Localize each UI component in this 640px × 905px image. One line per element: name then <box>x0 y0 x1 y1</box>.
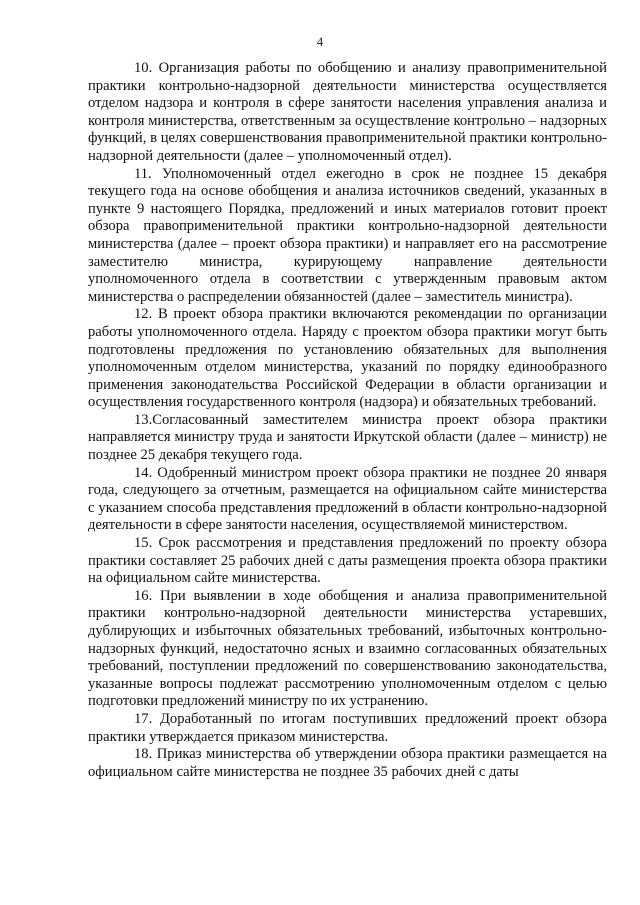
page-number: 4 <box>316 34 324 49</box>
paragraph-10: 10. Организация работы по обобщению и анализу правоприменительной практики контрольно-надзорной деятельности министерства осуществляется отделом надзора и контроля в сфере занятости населения управления анализа и контроля министерства, ответственным за осуществление контрольно – надзорных функций, в целях совершенствования правоприменительной практики контрольно-надзорной деятельности (далее – уполномоченный отдел). <box>88 60 607 164</box>
paragraph-12: 12. В проект обзора практики включаются рекомендации по организации работы уполномоченного отдела. Наряду с проектом обзора практики могут быть подготовлены предложения по установлению обязательных для выполнения уполномоченным отделом министерства, указаний по порядку единообразного применения законодательства Российской Федерации в области организации и осуществления государственного контроля (надзора) и обязательных требований. <box>88 306 607 411</box>
paragraph-18: 18. Приказ министерства об утверждении обзора практики размещается на официальном сайте министерства не позднее 35 рабочих дней с даты <box>88 746 607 780</box>
paragraph-13: 13.Согласованный заместителем министра проект обзора практики направляется министру труда и занятости Иркутской области (далее – министр) не позднее 25 декабря текущего года. <box>88 411 607 464</box>
paragraph-15: 15. Срок рассмотрения и представления предложений по проекту обзора практики составляет 25 рабочих дней с даты размещения проекта обзора практики на официальном сайте министерства. <box>88 535 607 587</box>
document-body <box>88 60 607 781</box>
paragraph-14: 14. Одобренный министром проект обзора практики не позднее 20 января года, следующего за отчетным, размещается на официальном сайте министерства с указанием способа представления предложений в области контрольно-надзорной деятельности в сфере занятости населения, осуществляемой министерством. <box>88 464 607 534</box>
paragraph-16: 16. При выявлении в ходе обобщения и анализа правоприменительной практики контрольно-надзорной деятельности министерства устаревших, дублирующих и избыточных обязательных требований, избыточных контрольно-надзорных функций, недостаточно ясных и взаимно согласованных обязательных требований, поступлении предложений по совершенствованию законодательства, указанные вопросы подлежат рассмотрению уполномоченным отделом с целью подготовки предложений министру по их устранению. <box>88 587 607 710</box>
paragraph-11: 11. Уполномоченный отдел ежегодно в срок не позднее 15 декабря текущего года на основе обобщения и анализа источников сведений, указанных в пункте 9 настоящего Порядка, предложений и иных материалов готовит проект обзора правоприменительной практики контрольно-надзорной деятельности министерства (далее – проект обзора практики) и направляет его на рассмотрение заместителю министра, курирующему направление деятельности уполномоченного отдела в соответствии с утвержденным правовым актом министерства о распределении обязанностей (далее – заместитель министра). <box>88 165 607 305</box>
paragraph-17: 17. Доработанный по итогам поступивших предложений проект обзора практики утверждается приказом министерства. <box>88 710 607 745</box>
